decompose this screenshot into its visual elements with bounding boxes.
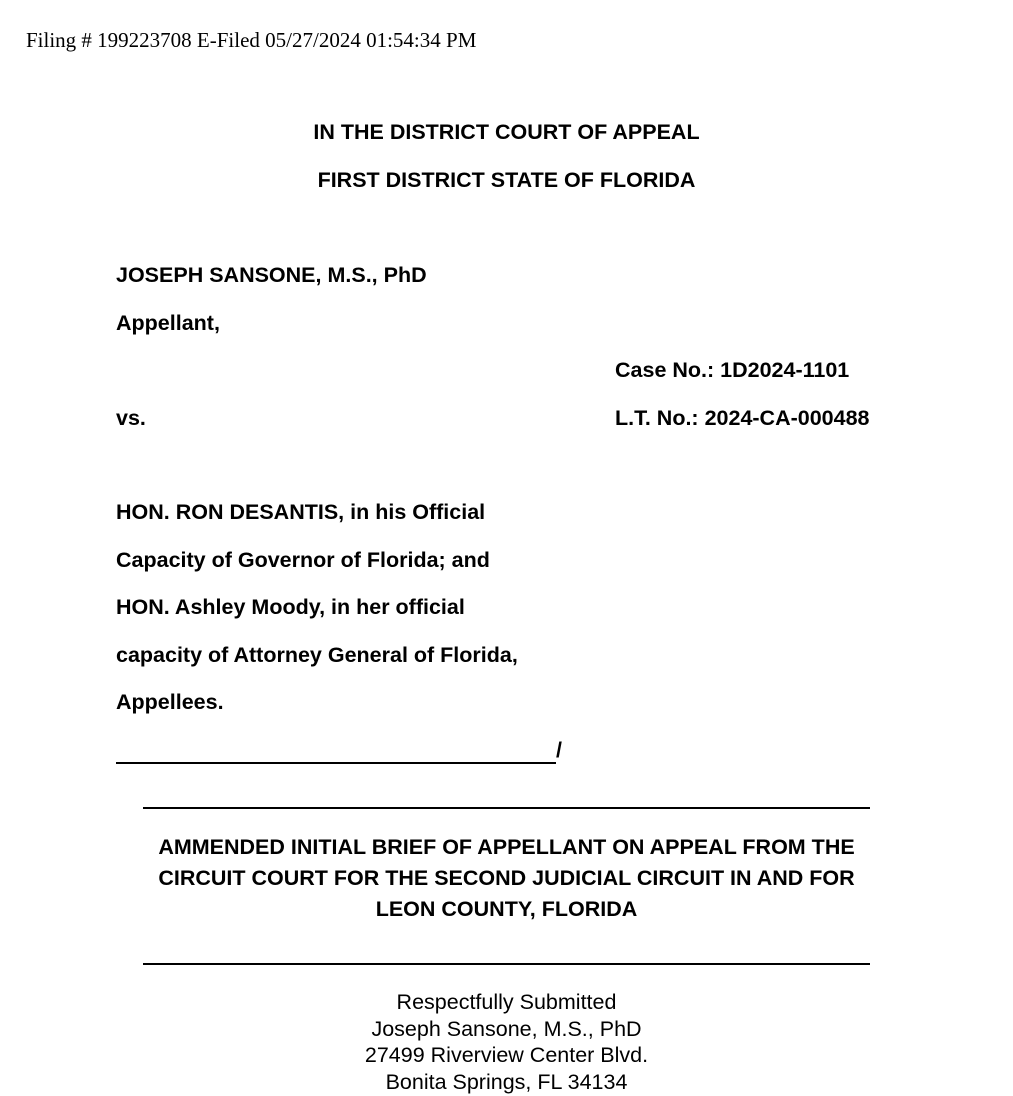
filing-stamp: Filing # 199223708 E-Filed 05/27/2024 01:54:34 PM	[26, 28, 477, 52]
appellant-name: JOSEPH SANSONE, M.S., PhD	[116, 263, 427, 287]
appellee-line: Capacity of Governor of Florida; and	[116, 548, 490, 572]
brief-title-line: AMMENDED INITIAL BRIEF OF APPELLANT ON APPEAL FROM THE	[158, 835, 855, 859]
appellee-line: Appellees.	[116, 690, 224, 714]
brief-title	[90, 832, 923, 925]
brief-title-line: LEON COUNTY, FLORIDA	[375, 897, 638, 921]
appellee-line: HON. RON DESANTIS, in his Official	[116, 500, 486, 524]
caption-underline	[116, 762, 556, 764]
appellee-line: HON. Ashley Moody, in her official	[116, 595, 465, 619]
lower-tribunal-number: L.T. No.: 2024-CA-000488	[615, 406, 870, 430]
brief-title-line: CIRCUIT COURT FOR THE SECOND JUDICIAL CIRCUIT IN AND FOR	[158, 866, 855, 890]
versus-label: vs.	[116, 406, 146, 430]
court-name-line2: FIRST DISTRICT STATE OF FLORIDA	[317, 168, 696, 192]
appellee-line: capacity of Attorney General of Florida,	[116, 643, 518, 667]
submission-line: Respectfully Submitted	[396, 990, 617, 1014]
submission-line: Joseph Sansone, M.S., PhD	[371, 1016, 642, 1041]
submission-block	[0, 989, 1013, 1095]
title-top-rule	[143, 807, 870, 809]
court-name-line1: IN THE DISTRICT COURT OF APPEAL	[313, 120, 700, 144]
submission-line: 27499 Riverview Center Blvd.	[364, 1043, 649, 1067]
title-bottom-rule	[143, 963, 870, 965]
caption-slash: /	[556, 738, 562, 762]
appellant-role: Appellant,	[116, 311, 220, 335]
submission-line: Bonita Springs, FL 34134	[385, 1069, 628, 1094]
case-number: Case No.: 1D2024-1101	[615, 358, 850, 382]
